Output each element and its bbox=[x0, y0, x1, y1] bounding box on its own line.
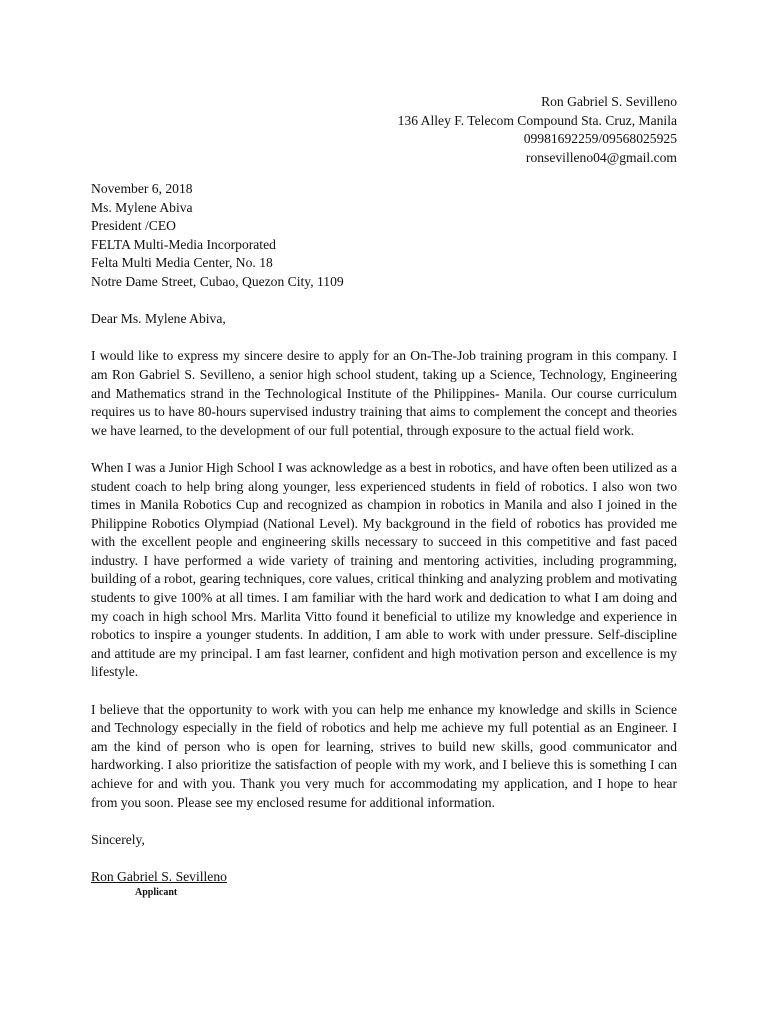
sender-email: ronsevilleno04@gmail.com bbox=[525, 149, 677, 165]
sender-block bbox=[398, 93, 677, 167]
recipient-title: President /CEO bbox=[91, 218, 176, 234]
paragraph-closing: I believe that the opportunity to work with you can help me enhance my knowledge and skills in Science and Technology especially in the field of robotics and help me achieve my full potential as an Engineer. I am the kind of person who is open for learning, strives to build new skills, good communicator and hardworking. I also prioritize the satisfaction of people with my work, and I believe this is something I can achieve for and with you. Thank you very much for accommodating my application, and I hope to hear from you soon. Please see my enclosed resume for additional information. bbox=[91, 701, 677, 810]
recipient-street: Notre Dame Street, Cubao, Quezon City, 1109 bbox=[91, 273, 344, 289]
closing: Sincerely, bbox=[91, 831, 145, 847]
recipient-block bbox=[91, 199, 677, 292]
letter-date: November 6, 2018 bbox=[91, 181, 193, 196]
signature-name: Ron Gabriel S. Sevilleno bbox=[91, 868, 227, 884]
salutation: Dear Ms. Mylene Abiva, bbox=[91, 311, 226, 327]
sender-phone: 09981692259/09568025925 bbox=[523, 131, 677, 147]
sender-address: 136 Alley F. Telecom Compound Sta. Cruz, Manila bbox=[397, 112, 677, 128]
letter-body bbox=[91, 180, 677, 899]
signature-role: Applicant bbox=[135, 886, 178, 898]
paragraph-intro: I would like to express my sincere desire to apply for an On-The-Job training program in this company. I am Ron Gabriel S. Sevilleno, a senior high school student, taking up a Science, Technology, Engineering and Mathematics strand in the Technological Institute of the Philippines- Manila. Our course curriculum requires us to have 80-hours supervised industry training that aims to complement the concept and theories we have learned, to the development of our full potential, through exposure to the actual field work. bbox=[91, 348, 677, 438]
sender-name: Ron Gabriel S. Sevilleno bbox=[541, 94, 677, 109]
recipient-company: FELTA Multi-Media Incorporated bbox=[91, 236, 276, 252]
paragraph-experience: When I was a Junior High School I was acknowledge as a best in robotics, and have often been utilized as a student coach to help bring along younger, less experienced students in field of robotics. I also won two times in Manila Robotics Cup and recognized as champion in robotics in Manila and also I joined in the Philippine Robotics Olympiad (National Level). My background in the field of robotics has provided me with the excellent people and engineering skills necessary to succeed in this competitive and fast paced industry. I have performed a wide variety of training and mentoring activities, including programming, building of a robot, gearing techniques, core values, critical thinking and analyzing problem and motivating students to give 100% at all times. I am familiar with the hard work and dedication to what I am doing and my coach in high school Mrs. Marlita Vitto found it beneficial to utilize my knowledge and experience in robotics to inspire a younger students. In addition, I am able to work with under pressure. Self-discipline and attitude are my principal. I am fast learner, confident and high motivation person and excellence is my lifestyle. bbox=[91, 459, 677, 680]
signature-block bbox=[91, 868, 677, 899]
recipient-building: Felta Multi Media Center, No. 18 bbox=[91, 255, 273, 271]
recipient-name: Ms. Mylene Abiva bbox=[91, 199, 193, 215]
